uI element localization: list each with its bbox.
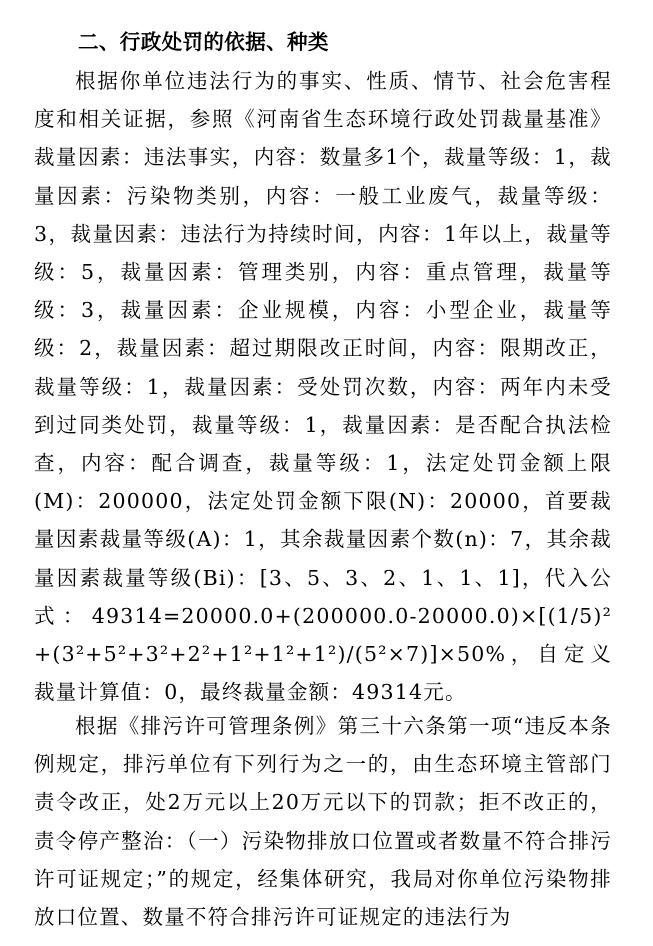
paragraph-legal-basis: 根据《排污许可管理条例》第三十六条第一项“违反本条例规定，排污单位有下列行为之一的，由生态环境主管部门责令改正，处2万元以上20万元以下的罚款；拒不改正的，责令停产整治：（一）污染物排放口位置或者数量不符合排污许可证规定；”的规定，经集体研究，我局对你单位污染物排放口位置、数量不符合排污许可证规定的违法行为: [34, 714, 612, 930]
section-heading: 二、行政处罚的依据、种类: [78, 30, 329, 54]
paragraph-discretion-basis: 根据你单位违法行为的事实、性质、情节、社会危害程度和相关证据，参照《河南省生态环境行政处罚裁量基准》裁量因素：违法事实，内容：数量多1个，裁量等级：1，裁量因素：污染物类别，内容：一般工业废气，裁量等级：3，裁量因素：违法行为持续时间，内容：1年以上，裁量等级：5，裁量因素：管理类别，内容：重点管理，裁量等级：3，裁量因素：企业规模，内容：小型企业，裁量等级：2，裁量因素：超过期限改正时间，内容：限期改正，裁量等级：1，裁量因素：受处罚次数，内容：两年内未受到过同类处罚，裁量等级：1，裁量因素：是否配合执法检查，内容：配合调查，裁量等级：1，法定处罚金额上限(M)：200000，法定处罚金额下限(N)：20000，首要裁量因素裁量等级(A)：1，其余裁量因素个数(n)：7，其余裁量因素裁量等级(Bi)：[3、5、3、2、1、1、1]，代入公式：49314=20000.0+(200000.0-20000.0)×[(1/5)²+(3²+5²+3²+2²+1²+1²+1²)/(5²×7)]×50%，自定义裁量计算值：0，最终裁量金额：49314元。: [34, 69, 612, 705]
